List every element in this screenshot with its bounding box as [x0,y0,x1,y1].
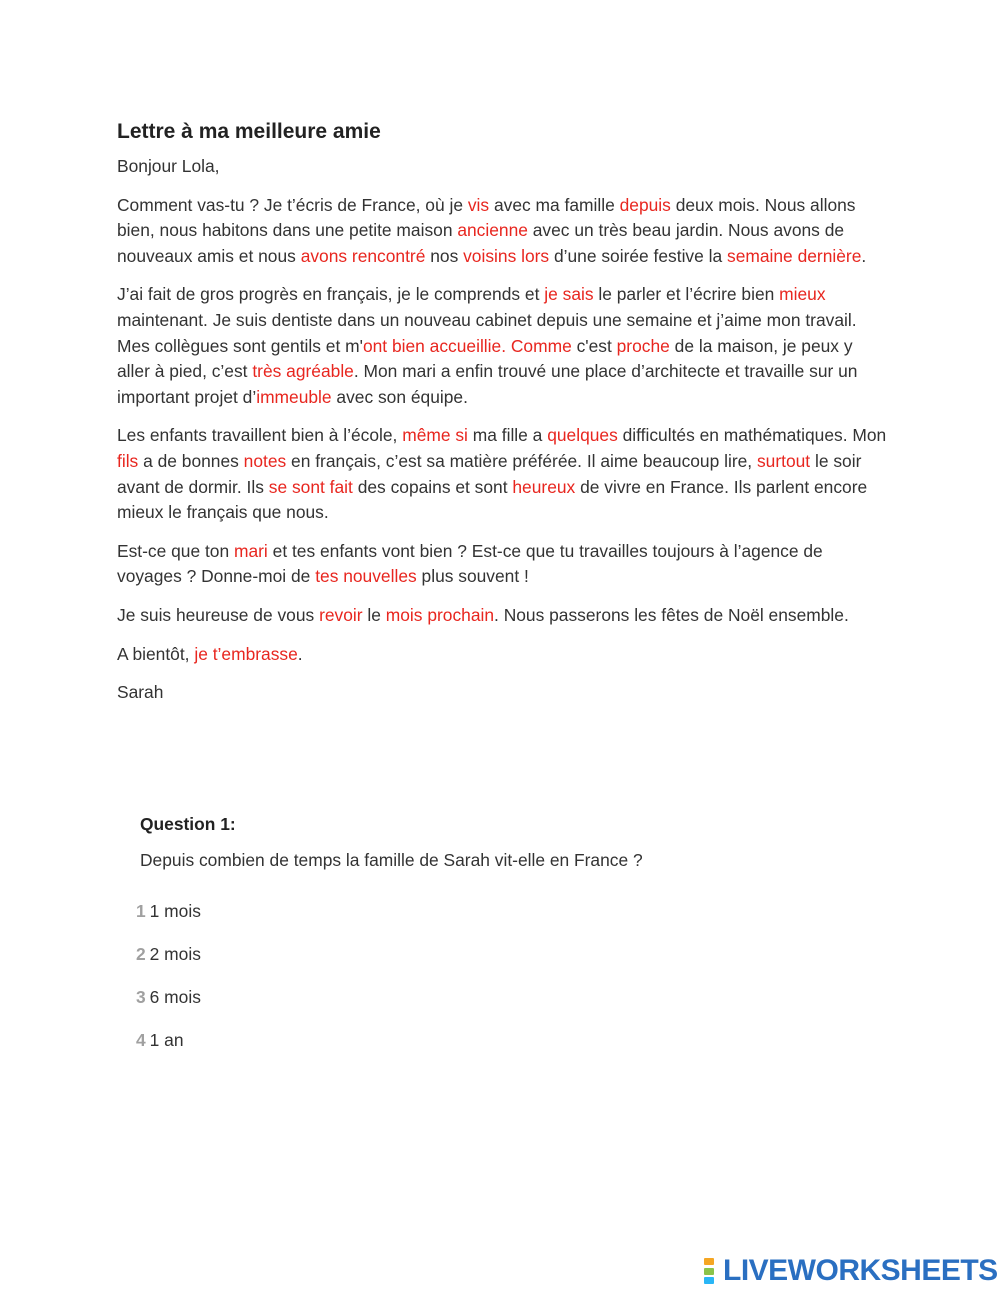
liveworksheets-brand[interactable] [697,1255,998,1287]
brand-name: LIVEWORKSHEETS [723,1254,998,1287]
text-segment: d’une soirée festive la [549,245,727,266]
highlighted-text: voisins lors [463,245,550,266]
letter-title: Lettre à ma meilleure amie [117,120,381,143]
letter [117,118,887,719]
text-segment: . [861,245,867,266]
highlighted-text: surtout [756,450,811,471]
question-label: Question 1: [140,814,236,834]
option-number: 3 [136,987,146,1007]
option-number: 4 [136,1030,146,1050]
highlighted-text: quelques [547,425,618,446]
highlighted-text: semaine dernière [727,245,862,266]
letter-paragraph [117,539,887,590]
text-segment: le parler et l’écrire bien [593,284,780,305]
option-text: 1 an [149,1030,184,1050]
highlighted-text: ont bien accueillie. Comme [362,335,572,356]
highlighted-text: avons rencontré [300,245,426,266]
highlighted-text: immeuble [256,386,332,407]
liveworksheets-logo-icon [697,1258,721,1284]
highlighted-text: je sais [544,284,594,305]
highlighted-text: se sont fait [268,476,353,497]
text-segment: Comment vas-tu ? Je t’écris de France, où je [117,194,468,215]
logo-block [704,1277,714,1284]
text-segment: . [297,643,303,664]
highlighted-text: mois prochain [385,604,495,625]
logo-block [704,1258,714,1265]
option-text: 6 mois [149,987,201,1007]
highlighted-text: heureux [512,476,576,497]
highlighted-text: ancienne [457,220,528,241]
letter-paragraph [117,680,887,706]
text-segment: deux mois. Nous allons bien, nous habitons dans une petite maison [117,194,856,241]
question-block [140,812,840,873]
text-segment: des copains et sont [352,476,513,497]
text-segment: A bientôt, [117,643,195,664]
letter-paragraph [117,193,887,270]
text-segment: de vivre en France. Ils parlent encore mieux le français que nous. [117,476,868,523]
highlighted-text: proche [616,335,670,356]
text-segment: en français, c’est sa matière préférée. Il aime beaucoup lire, [286,450,757,471]
highlighted-text: revoir [319,604,363,625]
highlighted-text: mari [233,540,268,561]
text-segment: a de bonnes [138,450,244,471]
highlighted-text: notes [243,450,287,471]
text-segment: et tes enfants vont bien ? Est-ce que tu travailles toujours à l’agence de voyages ? Donne-moi de [117,540,823,587]
option-number: 2 [136,944,146,964]
text-segment: ma fille a [467,425,548,446]
text-segment: . Nous passerons les fêtes de Noël ensemble. [494,604,849,625]
answer-option-4[interactable] [136,1028,201,1071]
highlighted-text: tes nouvelles [315,566,417,587]
answer-option-3[interactable] [136,985,201,1028]
text-segment: c'est [571,335,617,356]
highlighted-text: je t’embrasse [194,643,298,664]
option-number: 1 [136,901,146,921]
answer-option-1[interactable] [136,899,201,942]
option-text: 2 mois [149,944,201,964]
text-segment: Je suis heureuse de vous [117,604,320,625]
letter-greeting: Bonjour Lola, [117,156,220,176]
text-segment: J’ai fait de gros progrès en français, je le comprends et [117,284,545,305]
text-segment: avec ma famille [489,194,620,215]
text-segment: Les enfants travaillent bien à l’école, [117,425,403,446]
answer-options [136,899,201,1071]
text-segment: de la maison, je peux y aller à pied, c’est [117,335,853,382]
highlighted-text: mieux [779,284,826,305]
text-segment: avec son équipe. [331,386,468,407]
text-segment: le soir avant de dormir. Ils [117,450,862,497]
text-segment: Est-ce que ton [117,540,234,561]
text-segment: le [362,604,386,625]
text-segment: plus souvent ! [416,566,529,587]
text-segment: nos [425,245,464,266]
option-text: 1 mois [149,901,201,921]
letter-paragraph [117,603,887,629]
highlighted-text: depuis [619,194,671,215]
text-segment: Sarah [117,682,164,703]
logo-block [704,1268,714,1275]
text-segment: maintenant. Je suis dentiste dans un nouveau cabinet depuis une semaine et j’aime mon travail. Mes collègues sont gentils et m' [117,309,857,356]
highlighted-text: fils [117,450,139,471]
letter-body [117,193,887,706]
question-text: Depuis combien de temps la famille de Sarah vit-elle en France ? [140,850,643,870]
text-segment: . Mon mari a enfin trouvé une place d’architecte et travaille sur un important projet d’ [117,361,858,407]
text-segment: difficultés en mathématiques. Mon [617,425,887,446]
answer-option-2[interactable] [136,942,201,985]
letter-paragraph [117,282,887,410]
text-segment: avec un très beau jardin. Nous avons de nouveaux amis et nous [117,220,845,266]
highlighted-text: même si [402,425,468,446]
highlighted-text: très agréable [252,361,354,382]
letter-paragraph [117,423,887,525]
letter-paragraph [117,642,887,668]
highlighted-text: vis [467,194,490,215]
